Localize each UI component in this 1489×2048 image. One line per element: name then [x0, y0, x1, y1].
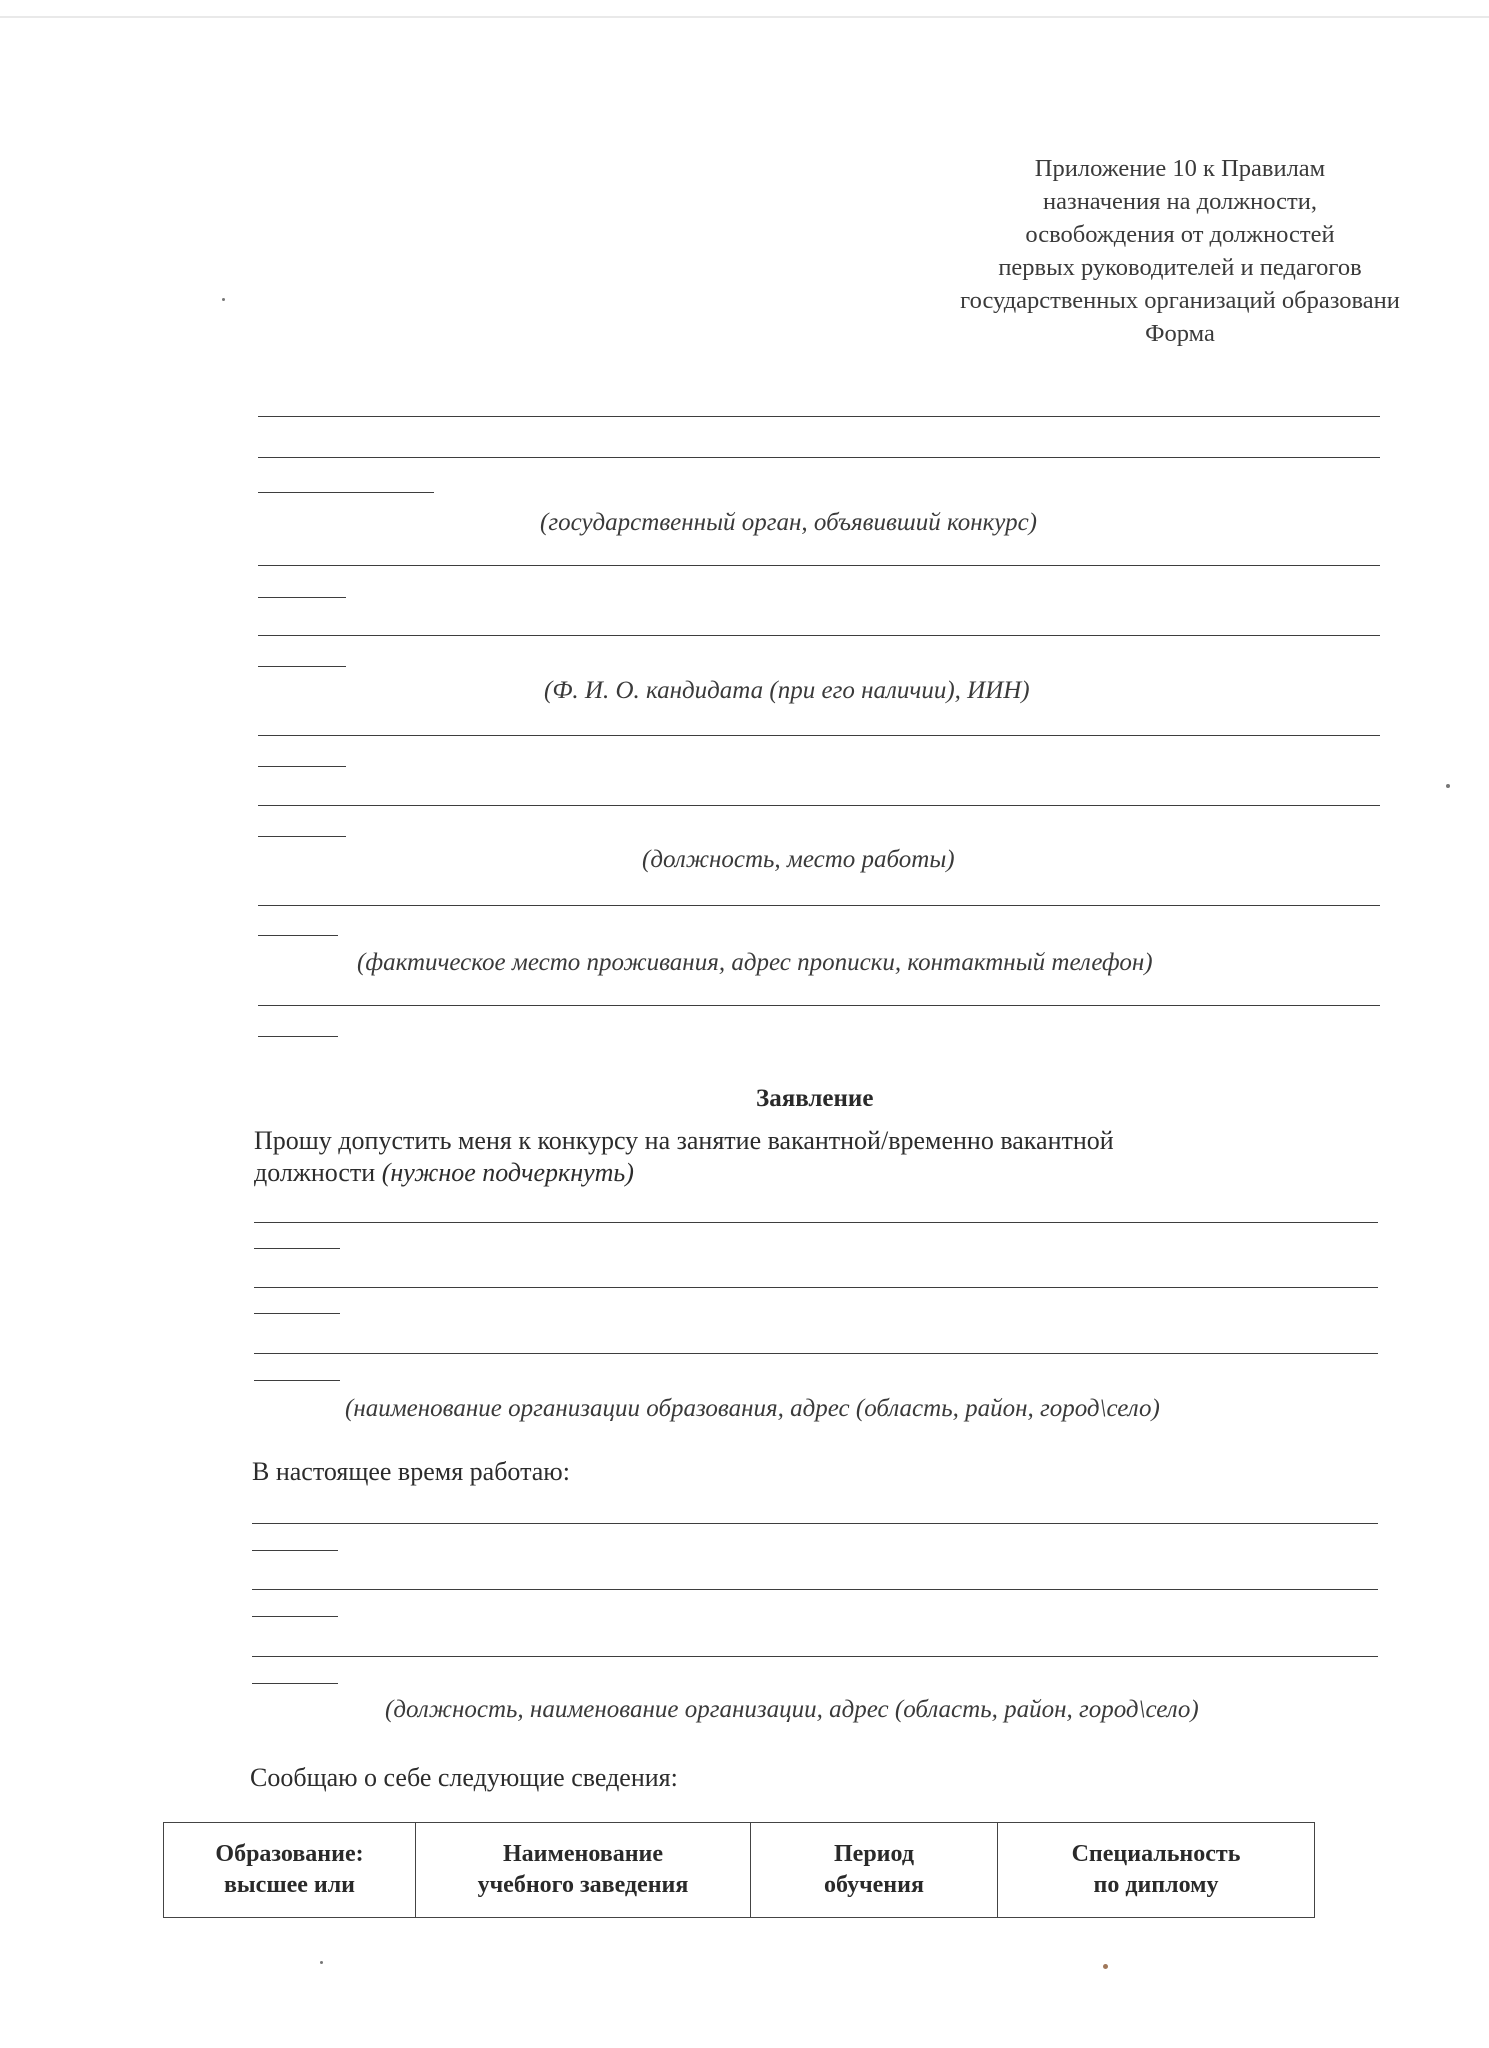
header-cell-line: Образование:: [215, 1841, 364, 1867]
fill-line[interactable]: [252, 1656, 1378, 1657]
fill-line-short[interactable]: [258, 836, 346, 837]
header-cell-line: Специальность: [1071, 1841, 1241, 1867]
fill-line[interactable]: [258, 565, 1380, 566]
fill-line-short[interactable]: [258, 935, 338, 936]
scan-speck: [1446, 784, 1450, 788]
header-line: первых руководителей и педагогов: [998, 254, 1362, 281]
fill-line-short[interactable]: [252, 1683, 338, 1684]
fill-line-short[interactable]: [258, 1036, 338, 1037]
statement-line-prefix: должности: [254, 1158, 376, 1187]
statement-line: Прошу допустить меня к конкурсу на занятие вакантной/временно вакантной: [254, 1126, 1114, 1155]
fill-line[interactable]: [254, 1353, 1378, 1354]
statement-title: Заявление: [756, 1085, 874, 1112]
header-cell-line: высшее или: [223, 1872, 356, 1898]
caption-state-organ: (государственный орган, объявивший конкурс): [540, 509, 1037, 536]
fill-line[interactable]: [258, 457, 1380, 458]
fill-line-short[interactable]: [258, 666, 346, 667]
header-cell-line: обучения: [824, 1872, 924, 1898]
table-header-cell: [164, 1823, 416, 1918]
header-cell-line: Наименование: [503, 1841, 663, 1867]
current-work-label: В настоящее время работаю:: [252, 1457, 570, 1486]
table-header-cell: [998, 1823, 1315, 1918]
fill-line-short[interactable]: [252, 1550, 338, 1551]
fill-line-short[interactable]: [254, 1248, 340, 1249]
fill-line[interactable]: [258, 905, 1380, 906]
caption-current-job: (должность, наименование организации, адрес (область, район, город\село): [385, 1696, 1199, 1723]
fill-line-short[interactable]: [258, 597, 346, 598]
statement-note: (нужное подчеркнуть): [381, 1158, 634, 1187]
scan-speck: [320, 1961, 323, 1964]
caption-position: (должность, место работы): [642, 846, 955, 873]
fill-line[interactable]: [258, 416, 1380, 417]
fill-line[interactable]: [252, 1589, 1378, 1590]
header-line: государственных организаций образовани: [960, 287, 1400, 314]
fill-line[interactable]: [258, 805, 1380, 806]
scan-top-edge: [0, 16, 1489, 18]
fill-line[interactable]: [258, 1005, 1380, 1006]
header-cell-line: учебного заведения: [477, 1872, 689, 1898]
header-form-label: Форма: [1145, 320, 1215, 347]
table-header-cell: [751, 1823, 998, 1918]
fill-line[interactable]: [254, 1287, 1378, 1288]
header-line: освобождения от должностей: [1025, 221, 1335, 248]
statement-line: [254, 1157, 1114, 1189]
fill-line-short[interactable]: [252, 1616, 338, 1617]
fill-line[interactable]: [252, 1523, 1378, 1524]
statement-text: [254, 1125, 1114, 1189]
fill-line-short[interactable]: [258, 492, 434, 493]
header-line: назначения на должности,: [1043, 188, 1317, 215]
caption-residence: (фактическое место проживания, адрес прописки, контактный телефон): [357, 949, 1153, 976]
info-label: Сообщаю о себе следующие сведения:: [250, 1763, 678, 1792]
header-line: Приложение 10 к Правилам: [1034, 155, 1326, 182]
scan-speck: [222, 298, 225, 301]
fill-line[interactable]: [258, 635, 1380, 636]
caption-candidate-name: (Ф. И. О. кандидата (при его наличии), ИИН): [544, 677, 1030, 704]
fill-line[interactable]: [254, 1222, 1378, 1223]
scan-speck: [1103, 1964, 1108, 1969]
fill-line[interactable]: [258, 735, 1380, 736]
header-cell-line: по диплому: [1093, 1872, 1219, 1898]
table-header-cell: [416, 1823, 751, 1918]
caption-organization: (наименование организации образования, адрес (область, район, город\село): [345, 1395, 1160, 1422]
header-cell-line: Период: [834, 1841, 914, 1867]
fill-line-short[interactable]: [258, 766, 346, 767]
table-header-row: [164, 1823, 1315, 1918]
fill-line-short[interactable]: [254, 1313, 340, 1314]
form-header: [900, 152, 1460, 350]
fill-line-short[interactable]: [254, 1380, 340, 1381]
education-table: [163, 1822, 1315, 1918]
